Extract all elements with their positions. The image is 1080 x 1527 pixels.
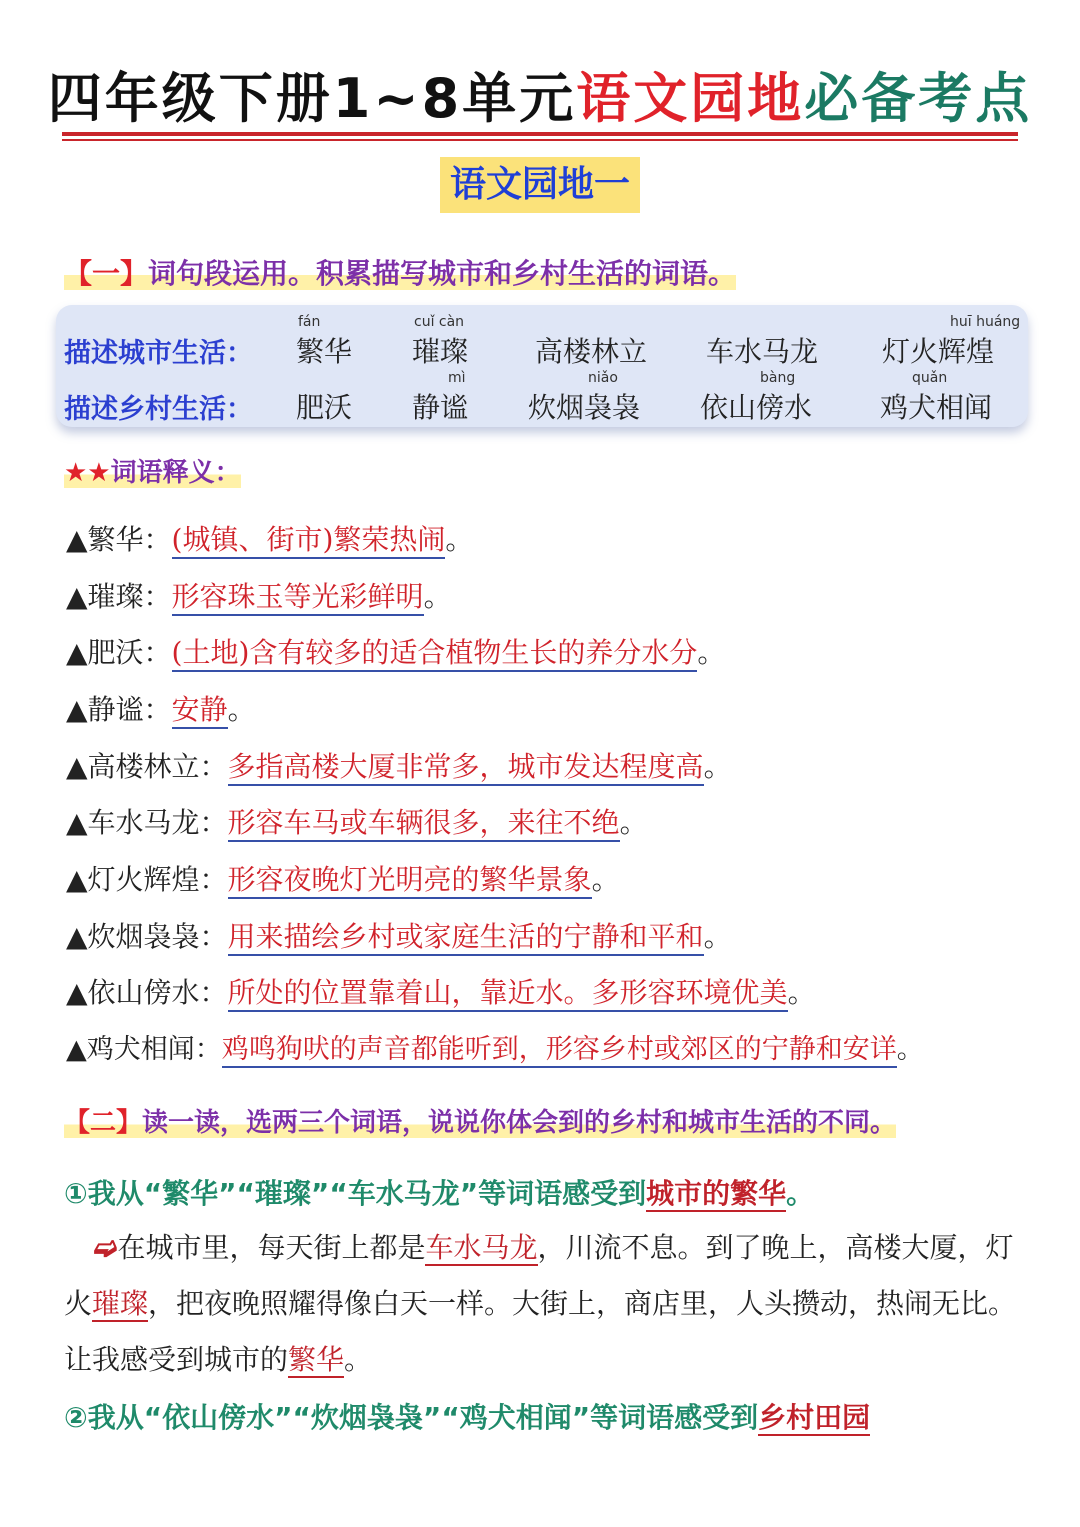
section2-heading: 【二】读一读，选两三个词语，说说你体会到的乡村和城市生活的不同。: [64, 1108, 897, 1138]
section-subtitle: 语文园地一: [440, 157, 640, 213]
definition-item: ▲炊烟袅袅：用来描绘乡村或家庭生活的宁静和平和。: [66, 917, 732, 957]
word-country: 依山傍水: [700, 391, 813, 424]
pinyin: mì: [448, 370, 466, 386]
word-city: 璀璨: [412, 335, 469, 368]
page-title: [0, 64, 1080, 134]
answer-1-paragraph: ➫在城市里，每天街上都是车水马龙，川流不息。到了晚上，高楼大厦，灯火璀璨，把夜晚照耀得像白天一样。大街上，商店里，人头攒动，热闹无比。让我感受到城市的繁华。: [64, 1231, 1017, 1376]
word-country: 炊烟袅袅: [528, 391, 641, 424]
word-row-label-city: 描述城市生活：: [64, 338, 253, 369]
word-row-label-country: 描述乡村生活：: [64, 394, 253, 425]
pinyin: bàng: [760, 370, 796, 386]
definition-item: ▲鸡犬相闻：鸡鸣狗吠的声音都能听到，形容乡村或郊区的宁静和安详。: [66, 1030, 924, 1070]
pinyin: huī huáng: [950, 314, 1021, 330]
word-country: 肥沃: [296, 391, 353, 424]
word-country: 静谧: [412, 391, 469, 424]
title-underline-1: [62, 132, 1018, 136]
definition-item: ▲车水马龙：形容车马或车辆很多，来往不绝。: [66, 803, 648, 843]
star-icon: ★★: [64, 458, 111, 488]
pinyin: cuǐ càn: [414, 314, 465, 330]
title-underline-2: [62, 139, 1018, 141]
title-part-topic: 语文园地: [576, 67, 805, 130]
pinyin: fán: [298, 314, 321, 330]
definition-item: ▲灯火辉煌：形容夜晚灯光明亮的繁华景象。: [66, 860, 620, 900]
definitions-heading: ★★词语释义：: [64, 458, 241, 488]
title-part-points: 必备考点: [804, 67, 1033, 130]
title-part-grade: 四年级下册1~8单元: [47, 67, 577, 130]
section1-heading: 【一】词句段运用。积累描写城市和乡村生活的词语。: [64, 257, 737, 290]
answer-2-heading: ②我从“依山傍水”“炊烟袅袅”“鸡犬相闻”等词语感受到乡村田园: [64, 1401, 871, 1434]
definition-item: ▲璀璨：形容珠玉等光彩鲜明。: [66, 577, 452, 617]
answer-1-heading: ①我从“繁华”“璀璨”“车水马龙”等词语感受到城市的繁华。: [64, 1177, 815, 1210]
word-city: 繁华: [296, 335, 353, 368]
definition-item: ▲高楼林立：多指高楼大厦非常多，城市发达程度高。: [66, 747, 732, 787]
definition-item: ▲肥沃：(土地)含有较多的适合植物生长的养分水分。: [66, 633, 725, 673]
definition-item: ▲繁华：(城镇、街市)繁荣热闹。: [66, 520, 473, 560]
definition-item: ▲静谧：安静。: [66, 690, 256, 730]
arrow-icon: ➫: [94, 1231, 118, 1264]
word-city: 高楼林立: [535, 335, 648, 368]
word-city: 灯火辉煌: [882, 335, 995, 368]
definition-item: ▲依山傍水：所处的位置靠着山，靠近水。多形容环境优美。: [66, 973, 816, 1013]
pinyin: niǎo: [588, 370, 618, 386]
word-city: 车水马龙: [706, 335, 819, 368]
word-country: 鸡犬相闻: [880, 391, 993, 424]
pinyin: quǎn: [912, 370, 948, 386]
